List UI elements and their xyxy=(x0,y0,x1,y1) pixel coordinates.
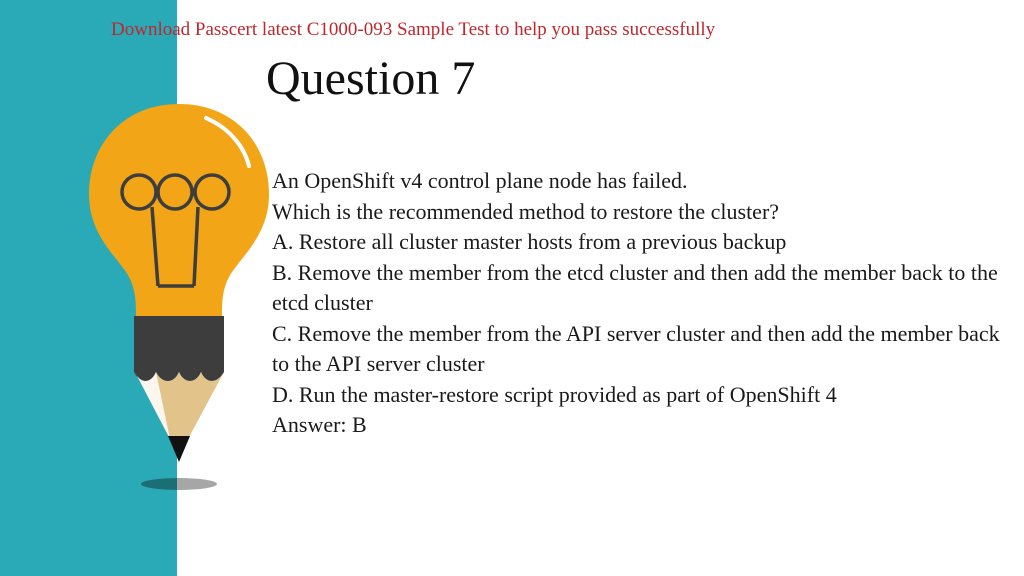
download-banner: Download Passcert latest C1000-093 Sample Test to help you pass successfully xyxy=(111,19,716,40)
lightbulb-pencil-icon xyxy=(84,102,274,502)
option-b: B. Remove the member from the etcd cluster and then add the member back to the etcd cluster xyxy=(272,259,998,315)
question-line-2: Which is the recommended method to restore the cluster? xyxy=(272,198,780,224)
question-line-1: An OpenShift v4 control plane node has failed. xyxy=(272,168,688,193)
answer-line: Answer: B xyxy=(272,412,367,437)
option-d: D. Run the master-restore script provided as part of OpenShift 4 xyxy=(272,381,837,407)
question-body xyxy=(272,166,1002,441)
shadow-shape xyxy=(141,478,217,490)
pencil-tip-shape xyxy=(168,436,190,462)
option-a: A. Restore all cluster master hosts from a previous backup xyxy=(272,229,787,254)
pencil-ferrule-shape xyxy=(134,316,224,381)
option-c: C. Remove the member from the API server cluster and then add the member back to the API server cluster xyxy=(272,320,1000,376)
slide-title: Question 7 xyxy=(266,52,476,105)
